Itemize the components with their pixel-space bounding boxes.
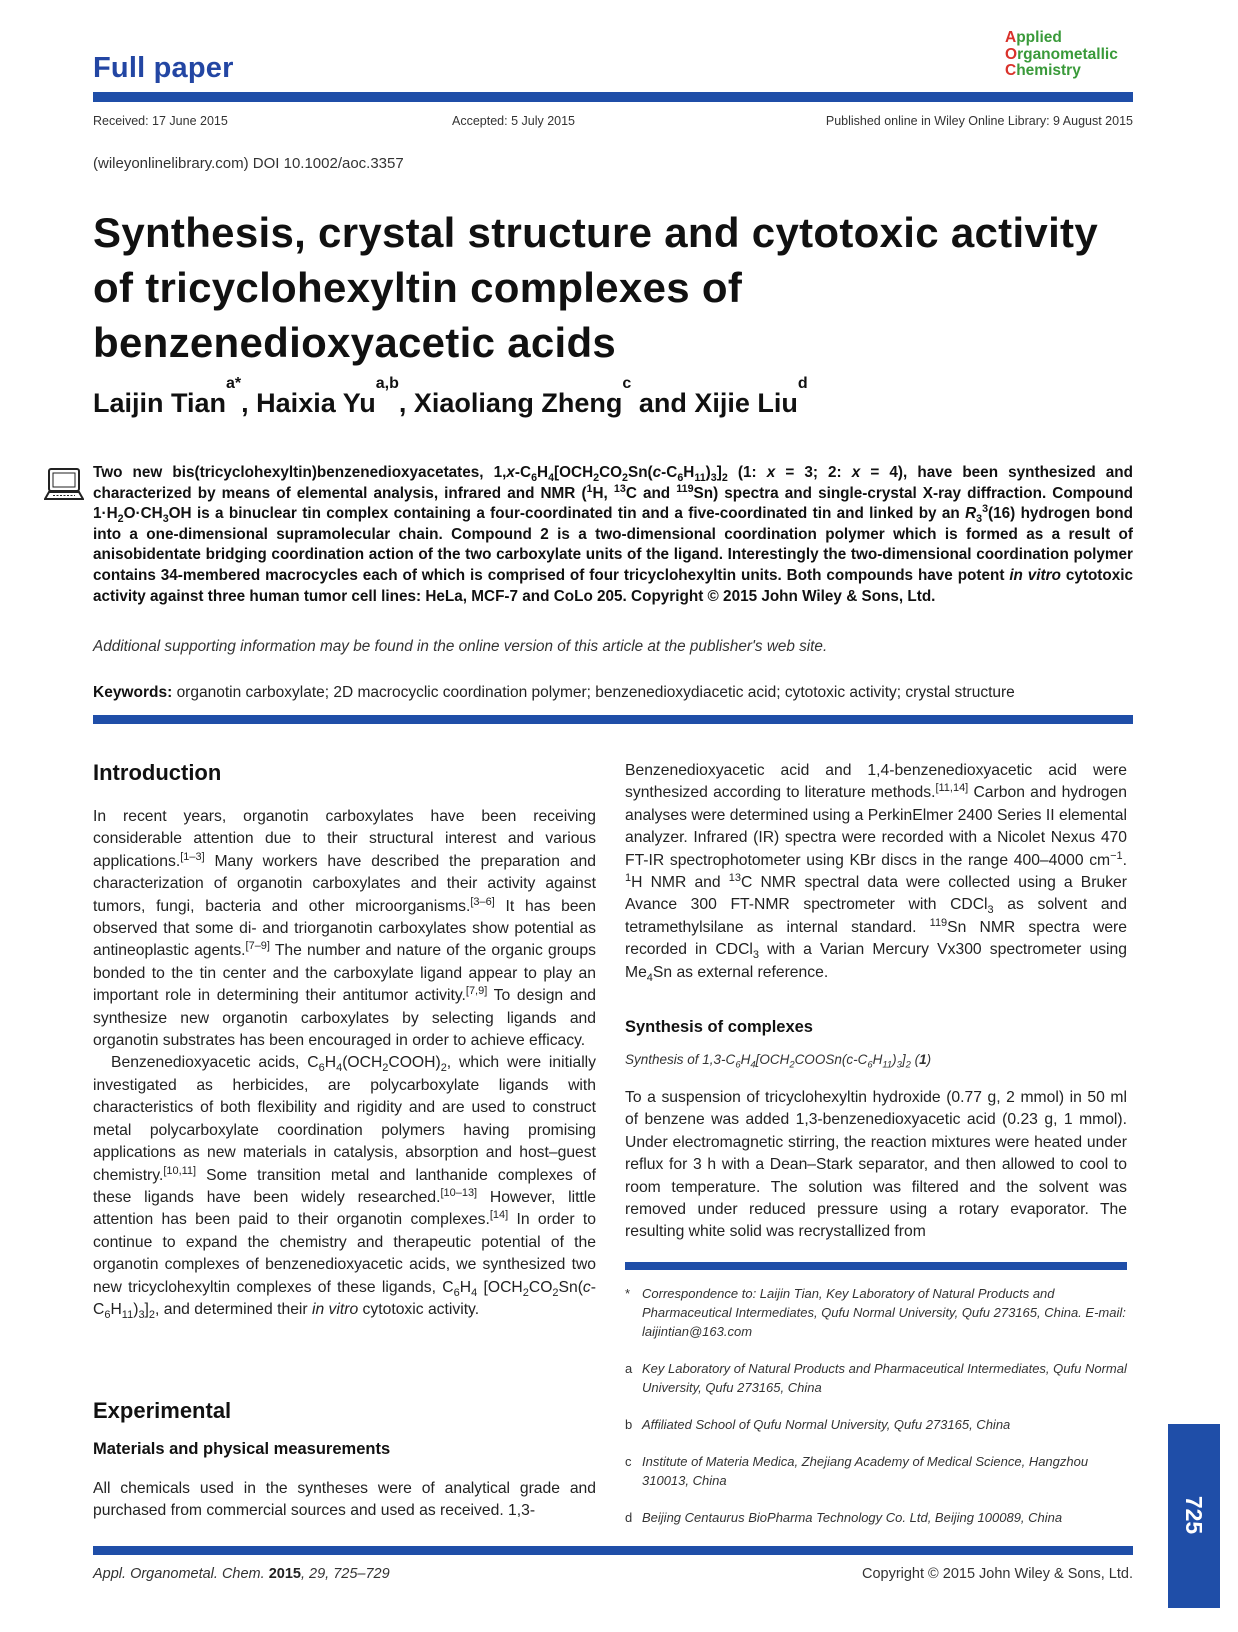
journal-logo-line-2: Organometallic	[1005, 45, 1118, 63]
author-affiliation: a*	[226, 375, 242, 392]
subsection-heading-synthesis: Synthesis of complexes	[625, 1018, 813, 1036]
subsection-heading-materials: Materials and physical measurements	[93, 1440, 391, 1458]
laptop-icon	[44, 467, 84, 505]
paragraph: All chemicals used in the syntheses were of analytical grade and purchased from commercial sources and used as received. 1,3-	[93, 1480, 596, 1520]
page-number: 725	[1181, 1495, 1207, 1535]
paragraph: Benzenedioxyacetic acids, $C_6H_4(OCH_2COOH)_2$, which were initially investigated as herbicides, are polycarboxylate ligands with characteristics of both flexibility and rigidity and are used to construct metal polycarboxylate coordination polymers having promising applications as new materials in catalysis, absorption and host–guest chemistry.[10,11] Some transition metal and lanthanide complexes of these ligands have been widely researched.[10–13] However, little attention has been paid to their organotin complexes.[14] In order to continue to expand the chemistry and therapeutic potential of the organotin complexes of benzenedioxyacetic acids, we synthesized two new tricyclohexyltin complexes of these ligands, $C_6H_4$ $[OCH_2CO_2Sn(c-C_6H_{11})_3]_2$, and determined their in vitro cytotoxic activity.	[93, 1054, 597, 1322]
author-affiliation: d	[797, 375, 808, 392]
journal-logo	[1005, 30, 1118, 80]
article-title: Synthesis, crystal structure and cytotoxic activity of tricyclohexyltin complexes of benzenedioxyacetic acids	[93, 209, 1099, 366]
abstract: Two new bis(tricyclohexyltin)benzenedioxyacetates, $1,x-C_6H_4[OCH_2CO_2Sn(c-C_6H_{11})_3]_2$ (1: x = 3; 2: x = 4), have been synthesized and characterized by means of elemental analysis, infrared and NMR ($^1$H, $^{13}$C and $^{119}$Sn) spectra and single-crystal X-ray diffraction. Compound $1\cdot H_2O\cdot CH_3OH$ is a binuclear tin complex containing a four-coordinated tin and a five-coordinated tin and linked by an $R_3^3(16)$ hydrogen bond into a one-dimensional supramolecular chain. Compound 2 is a two-dimensional coordination polymer which is formed as a result of anisobidentate bridging coordination action of the two carboxylate units of the ligand. Interestingly the two-dimensional coordination polymer contains 34-membered macrocycles each of which is comprised of four tricyclohexyltin units. Both compounds have potent in vitro cytotoxic activity against three human tumor cell lines: HeLa, MCF-7 and CoLo 205. Copyright © 2015 John Wiley & Sons, Ltd.	[93, 464, 1134, 605]
subsubsection-heading-compound-1: Synthesis of $1,3-C_6H_4[OCH_2COOSn(c-C_6H_{11})_3]_2$ (1)	[625, 1052, 932, 1071]
footnote-affiliation-c: c Institute of Materia Medica, Zhejiang Academy of Medical Science, Hangzhou 310013, China	[625, 1454, 1089, 1488]
footnote-rule	[625, 1262, 1127, 1270]
keywords-list: organotin carboxylate; 2D macrocyclic coordination polymer; benzenedioxydiacetic acid; cytotoxic activity; crystal structure	[176, 684, 1015, 701]
accepted-date: Accepted: 5 July 2015	[452, 114, 575, 128]
paragraph: In recent years, organotin carboxylates have been receiving considerable attention due to their structural interest and various applications.[1–3] Many workers have described the preparation and characterization of organotin carboxylates and their activity against tumors, fungi, bacteria and other microorganisms.[3–6] It has been observed that some di- and triorganotin carboxylates show potential as antineoplastic agents.[7–9] The number and nature of the organic groups bonded to the tin center and the carboxylate ligand appear to play an important role in determining their antitumor activity.[7,9] To design and synthesize new organotin carboxylates by selecting ligands and organotin substrates has been encouraged in order to achieve efficacy.	[93, 808, 597, 1050]
keywords: Keywords: organotin carboxylate; 2D macrocyclic coordination polymer; benzenedioxydiacetic acid; cytotoxic activity; crystal structure	[93, 684, 1015, 701]
received-date: Received: 17 June 2015	[93, 114, 228, 128]
copyright-footer: Copyright © 2015 John Wiley & Sons, Ltd.	[861, 1566, 1133, 1582]
materials-text	[93, 1478, 596, 1523]
footnote-affiliation-d: d Beijing Centaurus BioPharma Technology Co. Ltd, Beijing 100089, China	[625, 1510, 1063, 1525]
author-affiliation: c	[622, 375, 632, 392]
abstract-rule	[93, 715, 1133, 724]
paragraph: Benzenedioxyacetic acid and 1,4-benzenedioxyacetic acid were synthesized according to literature methods.[11,14] Carbon and hydrogen analyses were determined using a PerkinElmer 2400 Series II elemental analyzer. Infrared (IR) spectra were recorded with a Nicolet Nexus 470 FT-IR spectrophotometer using KBr discs in the range 400–4000 $cm^{-1}$. $^1$H NMR and $^{13}$C NMR spectral data were collected using a Bruker Avance 300 FT-NMR spectrometer with CDCl$_3$ as solvent and tetramethylsilane as internal standard. $^{119}$Sn NMR spectra were recorded in CDCl$_3$ with a Varian Mercury Vx300 spectrometer using $Me_4Sn$ as external reference.	[625, 762, 1128, 984]
journal-logo-line-1: Applied	[1005, 29, 1062, 46]
footnote-correspondence: * Correspondence to: Laijin Tian, Key Laboratory of Natural Products and Pharmaceutical Intermediates, Qufu Normal University, Qufu 273165, China. E-mail: laijintian@163.com	[625, 1286, 1126, 1339]
journal-logo-line-3: Chemistry	[1005, 62, 1081, 79]
author-name[interactable]: Haixia Yu	[256, 388, 376, 418]
citation-footer: Appl. Organometal. Chem. 2015, 29, 725–729	[93, 1566, 390, 1582]
section-heading-introduction: Introduction	[93, 760, 222, 785]
footnote-affiliation-a: a Key Laboratory of Natural Products and Pharmaceutical Intermediates, Qufu Normal University, Qufu 273165, China	[625, 1361, 1127, 1395]
doi-line[interactable]: (wileyonlinelibrary.com) DOI 10.1002/aoc.3357	[93, 155, 404, 172]
author-name[interactable]: Laijin Tian	[93, 388, 227, 418]
author-name[interactable]: Xijie Liu	[694, 388, 798, 418]
synthesis-text	[625, 1087, 1127, 1244]
supporting-info-note: Additional supporting information may be found in the online version of this article at the publisher's web site.	[93, 638, 828, 655]
paragraph: To a suspension of tricyclohexyltin hydroxide (0.77 g, 2 mmol) in 50 ml of benzene was added 1,3-benzenedioxyacetic acid (0.23 g, 1 mmol). Under electromagnetic stirring, the reaction mixtures were heated under reflux for 3 h with a Dean–Stark separator, and then allowed to cool to room temperature. The solution was filtered and the solvent was removed under reduced pressure using a rotary evaporator. The resulting white solid was recrystallized from	[625, 1089, 1127, 1241]
published-date: Published online in Wiley Online Library: 9 August 2015	[825, 114, 1133, 128]
materials-text-continued	[625, 760, 1127, 984]
author-name[interactable]: Xiaoliang Zheng	[413, 388, 623, 418]
author-affiliation: a,b	[375, 375, 399, 392]
section-label: Full paper	[93, 52, 234, 84]
header-rule	[93, 92, 1133, 102]
section-heading-experimental: Experimental	[93, 1398, 232, 1423]
author-list: Laijin Tian$^{a*}$, Haixia Yu$^{a,b}$, Xiaoliang Zheng$^c$ and Xijie Liu$^d$	[93, 375, 808, 418]
introduction-text	[93, 806, 596, 1321]
footer-rule	[93, 1546, 1133, 1555]
footnote-affiliation-b: b Affiliated School of Qufu Normal University, Qufu 273165, China	[625, 1417, 1011, 1432]
